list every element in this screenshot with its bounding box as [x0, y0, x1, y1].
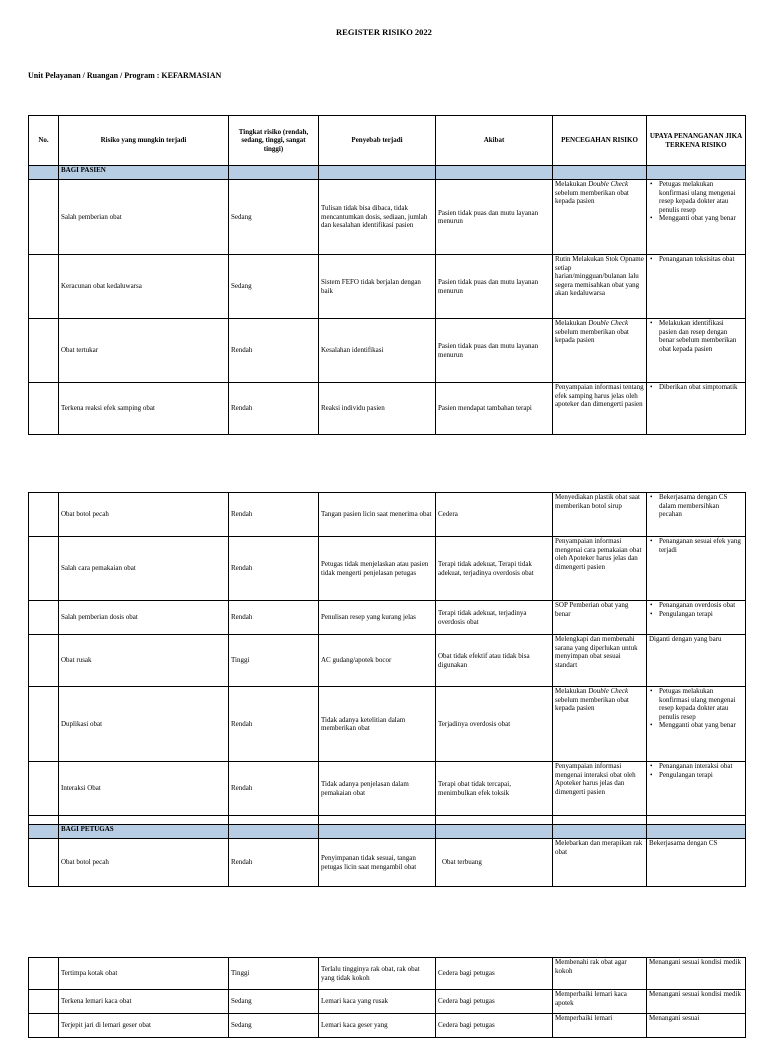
handle-cell: Menangani sesuai [647, 1014, 746, 1038]
handle-cell: Bekerjasama dengan CS [647, 839, 746, 887]
section-row-pasien [29, 166, 746, 180]
effect-cell: Pasien mendapat tambahan terapi [436, 383, 553, 435]
header-no: No. [29, 116, 59, 166]
cause-cell: Lemari kaca yang rusak [319, 990, 436, 1014]
handle-cell: • Bekerjasama dengan CS dalam membersihkan pecahan [647, 493, 746, 537]
cause-cell: Reaksi individu pasien [319, 383, 436, 435]
cause-cell: Lemari kaca geser yang [319, 1014, 436, 1038]
prevent-cell: SOP Pemberian obat yang benar [553, 601, 647, 635]
handle-cell: • Penanganan overdosis obat • Pengulangan terapi [647, 601, 746, 635]
prevent-cell: Melakukan Double Check sebelum memberikan obat kepada pasien [553, 180, 647, 255]
prevent-cell: Memperbaiki lemari [553, 1014, 647, 1038]
prevent-cell: Membenahi rak obat agar kokoh [553, 958, 647, 990]
risk-cell: Interaksi Obat [59, 762, 229, 816]
table-row [29, 635, 746, 687]
table-row [29, 383, 746, 435]
effect-cell: Pasien tidak puas dan mutu layanan menurun [436, 180, 553, 255]
effect-cell: Obat terbuang [436, 839, 553, 887]
header-penyebab: Penyebab terjadi [319, 116, 436, 166]
risk-cell: Salah pemberian dosis obat [59, 601, 229, 635]
level-cell: Sedang [229, 1014, 319, 1038]
table-row [29, 839, 746, 887]
handle-cell: • Diberikan obat simptomatik [647, 383, 746, 435]
level-cell: Rendah [229, 319, 319, 383]
effect-cell: Terjadinya overdosis obat [436, 687, 553, 762]
table-row [29, 493, 746, 537]
cause-cell: Kesalahan identifikasi [319, 319, 436, 383]
handle-cell: • Penanganan sesuai efek yang terjadi [647, 537, 746, 601]
effect-cell: Cedera bagi petugas [436, 958, 553, 990]
risk-cell: Terkena reaksi efek samping obat [59, 383, 229, 435]
spacer-row [29, 816, 746, 825]
unit-line: Unit Pelayanan / Ruangan / Program : KEFARMASIAN [28, 71, 222, 80]
risk-cell: Obat botol pecah [59, 493, 229, 537]
table-row [29, 762, 746, 816]
risk-cell: Keracunan obat kedaluwarsa [59, 255, 229, 319]
prevent-cell: Melebarkan dan merapikan rak obat [553, 839, 647, 887]
handle-cell: Menangani sesuai kondisi medik [647, 958, 746, 990]
table-header-row [29, 116, 746, 166]
level-cell: Rendah [229, 601, 319, 635]
effect-cell: Cedera [436, 493, 553, 537]
level-cell: Rendah [229, 839, 319, 887]
header-upaya: UPAYA PENANGANAN JIKA TERKENA RISIKO [647, 116, 746, 166]
prevent-cell: Menyediakan plastik obat saat memberikan botol sirup [553, 493, 647, 537]
prevent-cell: Penyampaian informasi mengenai interaksi obat oleh Apoteker harus jelas dan dimengerti pasien [553, 762, 647, 816]
risk-cell: Salah pemberian obat [59, 180, 229, 255]
effect-cell: Terapi obat tidak tercapai, menimbulkan efek toksik [436, 762, 553, 816]
cause-cell: Tangan pasien licin saat menerima obat [319, 493, 436, 537]
effect-cell: Terapi tidak adekuat, terjadinya overdosis obat [436, 601, 553, 635]
cause-cell: Tulisan tidak bisa dibaca, tidak mencantumkan dosis, sediaan, jumlah dan kesalahan identifikasi pasien [319, 180, 436, 255]
prevent-cell: Rutin Melakukan Stok Opname setiap harian/mingguan/bulanan lalu segera memisahkan obat yang akan kedaluwarsa [553, 255, 647, 319]
risk-cell: Terkena lemari kaca obat [59, 990, 229, 1014]
effect-cell: Obat tidak efektif atau tidak bisa digunakan [436, 635, 553, 687]
prevent-cell: Melakukan Double Check sebelum memberikan obat kepada pasien [553, 319, 647, 383]
header-pencegahan: PENCEGAHAN RISIKO [553, 116, 647, 166]
risk-table-page-3 [28, 957, 745, 1038]
effect-cell: Pasien tidak puas dan mutu layanan menurun [436, 319, 553, 383]
handle-cell: • Penanganan interaksi obat • Pengulangan terapi [647, 762, 746, 816]
risk-cell: Duplikasi obat [59, 687, 229, 762]
table-row [29, 687, 746, 762]
table-row [29, 1014, 746, 1038]
header-akibat: Akibat [436, 116, 553, 166]
prevent-cell: Memperbaiki lemari kaca apotek [553, 990, 647, 1014]
effect-cell: Pasien tidak puas dan mutu layanan menurun [436, 255, 553, 319]
level-cell: Sedang [229, 255, 319, 319]
cause-cell: Penyimpanan tidak sesuai, tangan petugas licin saat mengambil obat [319, 839, 436, 887]
section-label: BAGI PETUGAS [59, 825, 229, 839]
effect-cell: Cedera bagi petugas [436, 1014, 553, 1038]
table-row [29, 319, 746, 383]
level-cell: Rendah [229, 493, 319, 537]
section-row-petugas [29, 825, 746, 839]
table-row [29, 958, 746, 990]
risk-cell: Obat botol pecah [59, 839, 229, 887]
effect-cell: Cedera bagi petugas [436, 990, 553, 1014]
handle-cell: Menangani sesuai kondisi medik [647, 990, 746, 1014]
table-row [29, 180, 746, 255]
cause-cell: Terlalu tingginya rak obat, rak obat yang tidak kokoh [319, 958, 436, 990]
effect-cell: Terapi tidak adekuat, Terapi tidak adekuat, terjadinya overdosis obat [436, 537, 553, 601]
level-cell: Rendah [229, 383, 319, 435]
level-cell: Rendah [229, 762, 319, 816]
prevent-cell: Melakukan Double Check sebelum memberikan obat kepada pasien [553, 687, 647, 762]
handle-cell: • Melakukan identifikasi pasien dan resep dengan benar sebelum memberikan obat kepada pasien [647, 319, 746, 383]
prevent-cell: Melengkapi dan membenahi sarana yang diperlukan untuk menyimpan obat sesuai standart [553, 635, 647, 687]
level-cell: Rendah [229, 687, 319, 762]
handle-cell: • Petugas melakukan konfirmasi ulang mengenai resep kepada dokter atau penulis resep • Mengganti obat yang benar [647, 687, 746, 762]
risk-table-page-1 [28, 115, 745, 435]
cause-cell: AC gudang/apotek bocor [319, 635, 436, 687]
level-cell: Sedang [229, 180, 319, 255]
cause-cell: Sistem FEFO tidak berjalan dengan baik [319, 255, 436, 319]
risk-table-page-2 [28, 492, 745, 887]
cause-cell: Penulisan resep yang kurang jelas [319, 601, 436, 635]
risk-cell: Tertimpa kotak obat [59, 958, 229, 990]
level-cell: Tinggi [229, 958, 319, 990]
table-row [29, 255, 746, 319]
cause-cell: Petugas tidak menjelaskan atau pasien tidak mengerti penjelasan petugas [319, 537, 436, 601]
table-row [29, 537, 746, 601]
prevent-cell: Penyampaian informasi tentang efek samping harus jelas oleh apoteker dan dimengerti pasien [553, 383, 647, 435]
section-label: BAGI PASIEN [59, 166, 229, 180]
handle-cell: • Penanganan toksisitas obat [647, 255, 746, 319]
level-cell: Rendah [229, 537, 319, 601]
risk-cell: Obat tertukar [59, 319, 229, 383]
risk-cell: Terjepit jari di lemari geser obat [59, 1014, 229, 1038]
level-cell: Tinggi [229, 635, 319, 687]
handle-cell: Diganti dengan yang baru [647, 635, 746, 687]
risk-cell: Salah cara pemakaian obat [59, 537, 229, 601]
level-cell: Sedang [229, 990, 319, 1014]
page-title: REGISTER RISIKO 2022 [336, 27, 432, 37]
table-row [29, 990, 746, 1014]
prevent-cell: Penyampaian informasi mengenai cara pemakaian obat oleh Apoteker harus jelas dan dimengerti pasien [553, 537, 647, 601]
cause-cell: Tidak adanya penjelasan dalam pemakaian obat [319, 762, 436, 816]
handle-cell: • Petugas melakukan konfirmasi ulang mengenai resep kepada dokter atau penulis resep • Mengganti obat yang benar [647, 180, 746, 255]
header-tingkat: Tingkat risiko (rendah, sedang, tinggi, sangat tinggi) [229, 116, 319, 166]
header-risiko: Risiko yang mungkin terjadi [59, 116, 229, 166]
cause-cell: Tidak adanya ketelitian dalam memberikan obat [319, 687, 436, 762]
table-row [29, 601, 746, 635]
risk-cell: Obat rusak [59, 635, 229, 687]
